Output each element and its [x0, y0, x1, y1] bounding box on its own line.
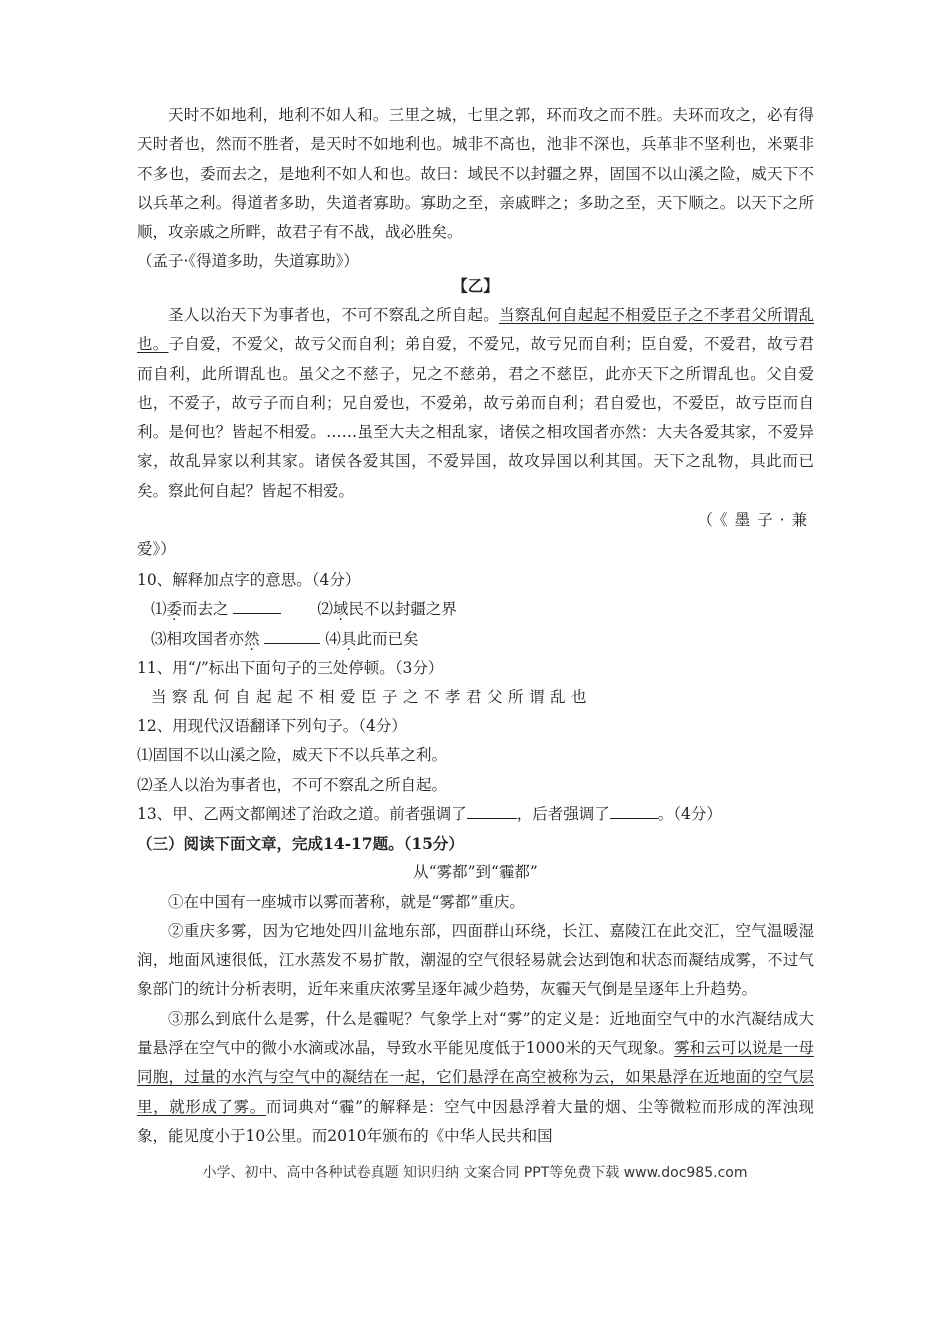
q13-answer-blank-1[interactable]: [467, 802, 517, 819]
yi-underlined-sentence: 当察乱何自起起不相爱臣子之不孝君父所谓乱也。: [137, 306, 814, 354]
question-11: [137, 654, 814, 713]
article-para-1: ①在中国有一座城市以雾而著称，就是“雾都”重庆。: [168, 892, 525, 911]
article-underlined-sentence: 雾和云可以说是一母同胞，过量的水汽与空气中的凝结在一起，它们悬浮在高空被称为云，如果悬浮在近地面的空气层里，就形成了雾。: [137, 1039, 814, 1116]
yi-heading: 【乙】: [452, 276, 499, 295]
article-para-3: ③那么到底什么是雾，什么是霾呢？气象学上对“雾”的定义是：近地面空气中的水汽凝结成大量悬浮在空气中的微小水滴或冰晶，导致水平能见度低于1000米的天气现象。雾和云可以说是一母同胞，过量的水汽与空气中的凝结在一起，它们悬浮在高空被称为云，如果悬浮在近地面的空气层里，就形成了雾。而词典对“霾”的解释是：空气中因悬浮着大量的烟、尘等微粒而形成的浑浊现象，能见度小于10公里。而2010年颁布的《中华人民共和国: [137, 1009, 814, 1145]
yi-passage: [137, 301, 814, 565]
jia-passage-source: （孟子·《得道多助，失道寡助》）: [137, 252, 359, 271]
yi-passage-text: [137, 301, 814, 506]
jia-passage-text: 天时不如地利，地利不如人和。三里之城，七里之郭，环而攻之而不胜。夫环而攻之，必有得天时者也，然而不胜者，是天时不如地利也。城非不高也，池非不深也，兵革非不坚利也，米粟非不多也，委而去之，是地利不如人和也。故曰：域民不以封疆之界，固国不以山溪之险，威天下不以兵革之利。得道者多助，失道者寡助。寡助之至，亲戚畔之；多助之至，天下顺之。以天下之所顺，攻亲戚之所畔，故君子有不战，战必胜矣。: [137, 106, 814, 242]
yi-rest: 子自爱，不爱父，故亏父而自利；弟自爱，不爱兄，故亏兄而自利；臣自爱，不爱君，故亏君而自利，此所谓乱也。虽父之不慈子，兄之不慈弟，君之不慈臣，此亦天下之所谓乱也。父自爱也，不爱子，故亏子而自利；兄自爱也，不爱弟，故亏弟而自利；君自爱也，不爱臣，故亏臣而自利。是何也？皆起不相爱。……虽至大夫之相乱家，诸侯之相攻国者亦然：大夫各爱其家，不爱异家，故乱异家以利其家。诸侯各爱其国，不爱异国，故攻异国以利其国。天下之乱物，具此而已矣。察此何自起？皆起不相爱。: [137, 335, 814, 500]
q10-row1: ⑴委而去之 ⑵域民不以封疆之界: [137, 595, 814, 624]
page-footer: 小学、初中、高中各种试卷真题 知识归纳 文案合同 PPT等免费下载 www.doc985.com: [202, 1165, 748, 1181]
section3-heading: （三）阅读下面文章，完成14-17题。（15分）: [137, 834, 464, 853]
question-12: [137, 712, 814, 800]
article-title: 从“雾都”到“霾都”: [413, 863, 538, 882]
q13-answer-blank-2[interactable]: [610, 802, 658, 819]
article-para-2: ②重庆多雾，因为它地处四川盆地东部，四面群山环绕，长江、嘉陵江在此交汇，空气温暖湿润，地面风速很低，江水蒸发不易扩散，潮湿的空气很轻易就会达到饱和状态而凝结成雾，不过气象部门的统计分析表明，近年来重庆浓雾呈逐年减少趋势，灰霾天气倒是呈逐年上升趋势。: [137, 921, 814, 999]
q10-answer-blank-1[interactable]: [233, 597, 281, 614]
yi-opening: 圣人以治天下为事者也，不可不察乱之所自起。: [168, 306, 499, 324]
section-3: [137, 829, 814, 1151]
question-13: [137, 800, 814, 829]
q10-dotted-char: 然: [244, 629, 260, 648]
q13-text: 13、甲、乙两文都阐述了治政之道。前者强调了 ，后者强调了 。（4分）: [137, 800, 814, 829]
yi-source-line1: （《墨子·兼: [697, 511, 814, 530]
q10-dotted-char: 委: [166, 600, 183, 619]
yi-source-line2: 爱》）: [137, 540, 176, 559]
q10-title: 10、解释加点字的意思。（4分）: [137, 571, 361, 589]
q10-dotted-char: 具: [340, 629, 357, 648]
q12-item-2: ⑵圣人以治为事者也，不可不察乱之所自起。: [137, 775, 448, 794]
q12-title: 12、用现代汉语翻译下列句子。（4分）: [137, 717, 407, 735]
question-10: [137, 566, 814, 654]
jia-passage: [137, 101, 814, 277]
q12-item-1: ⑴固国不以山溪之险，威天下不以兵革之利。: [137, 746, 448, 765]
q11-sentence: 当察乱何自起起不相爱臣子之不孝君父所谓乱也: [151, 688, 593, 707]
q10-dotted-char: 域: [332, 600, 349, 619]
q10-row2: ⑶相攻国者亦然 ⑷具此而已矣: [137, 625, 814, 654]
q10-answer-blank-3[interactable]: [264, 627, 320, 644]
q11-title: 11、用“/”标出下面句子的三处停顿。（3分）: [137, 659, 444, 677]
